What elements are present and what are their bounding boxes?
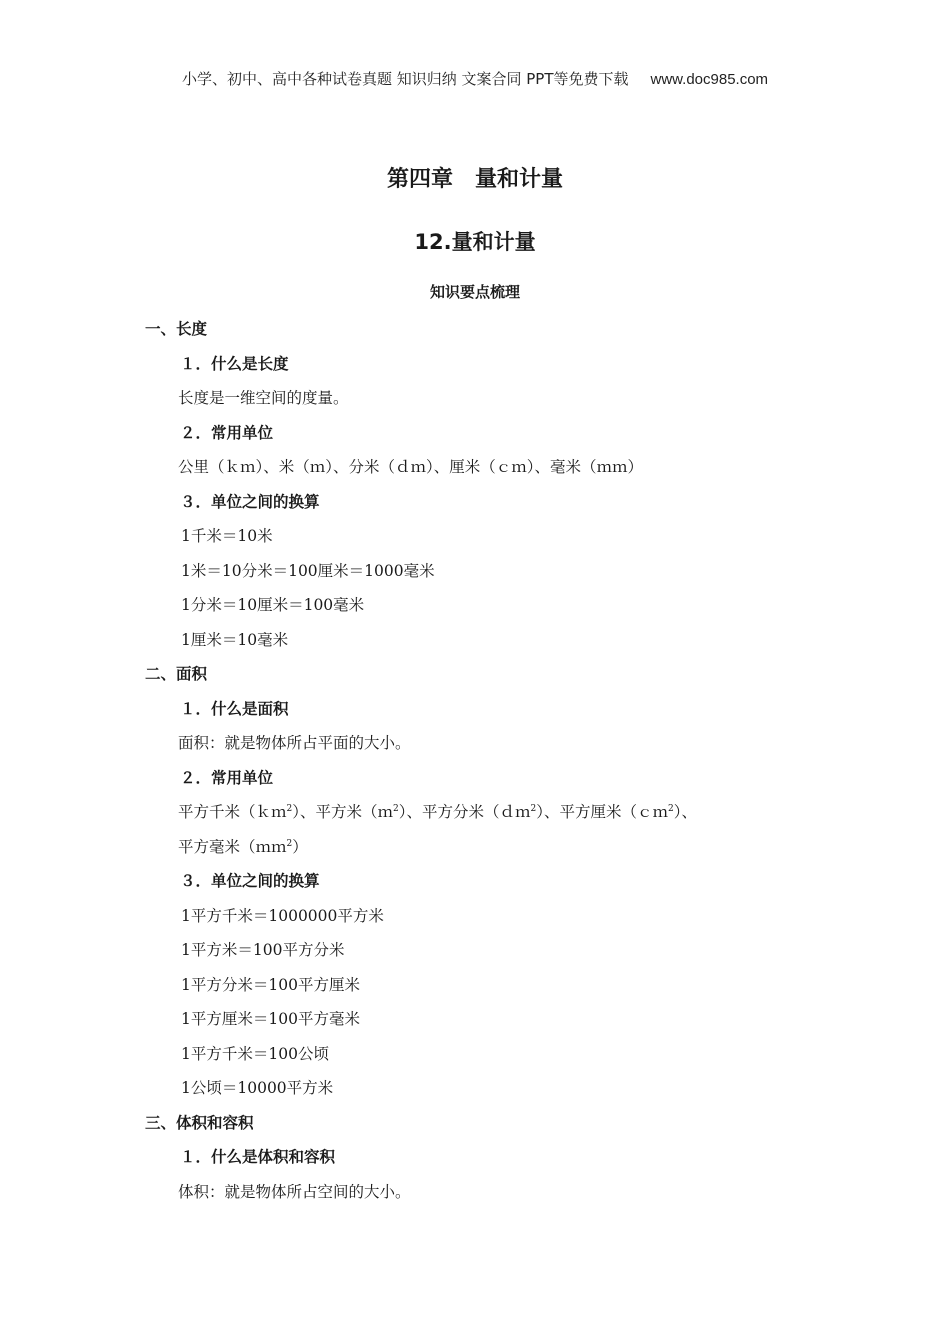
length-conversion-2: 1米＝10分米＝100厘米＝1000毫米 (181, 561, 435, 580)
length-question-3: ３．单位之间的换算 (180, 492, 320, 511)
area-conversion-1: 1平方千米＝1000000平方米 (181, 906, 384, 925)
volume-question-1: １．什么是体积和容积 (180, 1148, 336, 1166)
area-units-line-1 (0, 795, 950, 830)
superscript-2: 2 (530, 804, 537, 814)
document-body (0, 312, 950, 1209)
area-units-line-2 (0, 830, 950, 865)
area-heading: 二、面积 (145, 665, 208, 683)
area-definition: 面积：就是物体所占平面的大小。 (178, 734, 411, 752)
unit-text: ）、平方米（ｍ (292, 803, 394, 821)
header-text: 小学、初中、高中各种试卷真题 知识归纳 文案合同 PPT等免费下载 (181, 70, 629, 88)
area-conversion-3: 1平方分米＝100平方厘米 (181, 975, 360, 994)
unit-text: ） (292, 837, 308, 856)
unit-text: 平方千米（ｋｍ (178, 803, 287, 821)
superscript-2: 2 (668, 804, 674, 814)
length-question-2: ２．常用单位 (180, 423, 274, 442)
area-question-1: １．什么是面积 (180, 699, 289, 718)
section-title: 知识要点梳理 (429, 283, 520, 301)
header-site-link[interactable]: www.doc985.com (650, 71, 769, 88)
area-question-2: ２．常用单位 (180, 768, 274, 787)
length-definition: 长度是一维空间的度量。 (178, 389, 349, 407)
unit-text: ）、 (673, 803, 698, 821)
unit-text: ）、平方分米（ｄｍ (398, 803, 531, 821)
page-header (0, 68, 950, 89)
volume-definition: 体积：就是物体所占空间的大小。 (178, 1182, 411, 1201)
length-conversion-3: 1分米＝10厘米＝100毫米 (181, 596, 365, 614)
length-conversion-1: 1千米＝10米 (181, 527, 273, 545)
superscript-2: 2 (286, 804, 293, 814)
length-question-1: １．什么是长度 (180, 354, 289, 373)
area-question-3: ３．单位之间的换算 (180, 872, 320, 890)
volume-heading: 三、体积和容积 (145, 1113, 254, 1132)
length-heading: 一、长度 (145, 320, 208, 338)
area-conversion-5: 1平方千米＝100公顷 (181, 1044, 329, 1063)
lesson-title: 12.量和计量 (414, 230, 536, 254)
area-conversion-2: 1平方米＝100平方分米 (181, 941, 345, 959)
unit-text: 平方毫米（ｍｍ (178, 837, 287, 856)
superscript-2: 2 (393, 804, 399, 814)
chapter-title: 第四章 量和计量 (386, 167, 563, 192)
unit-text: ）、平方厘米（ｃｍ (536, 803, 669, 821)
area-conversion-4: 1平方厘米＝100平方毫米 (181, 1010, 360, 1028)
superscript-2: 2 (286, 838, 293, 849)
area-conversion-6: 1公顷＝10000平方米 (181, 1079, 334, 1097)
length-units: 公里（ｋｍ）、米（ｍ）、分米（ｄｍ）、厘米（ｃｍ）、毫米（ｍｍ） (178, 458, 644, 476)
length-conversion-4: 1厘米＝10毫米 (181, 630, 289, 649)
